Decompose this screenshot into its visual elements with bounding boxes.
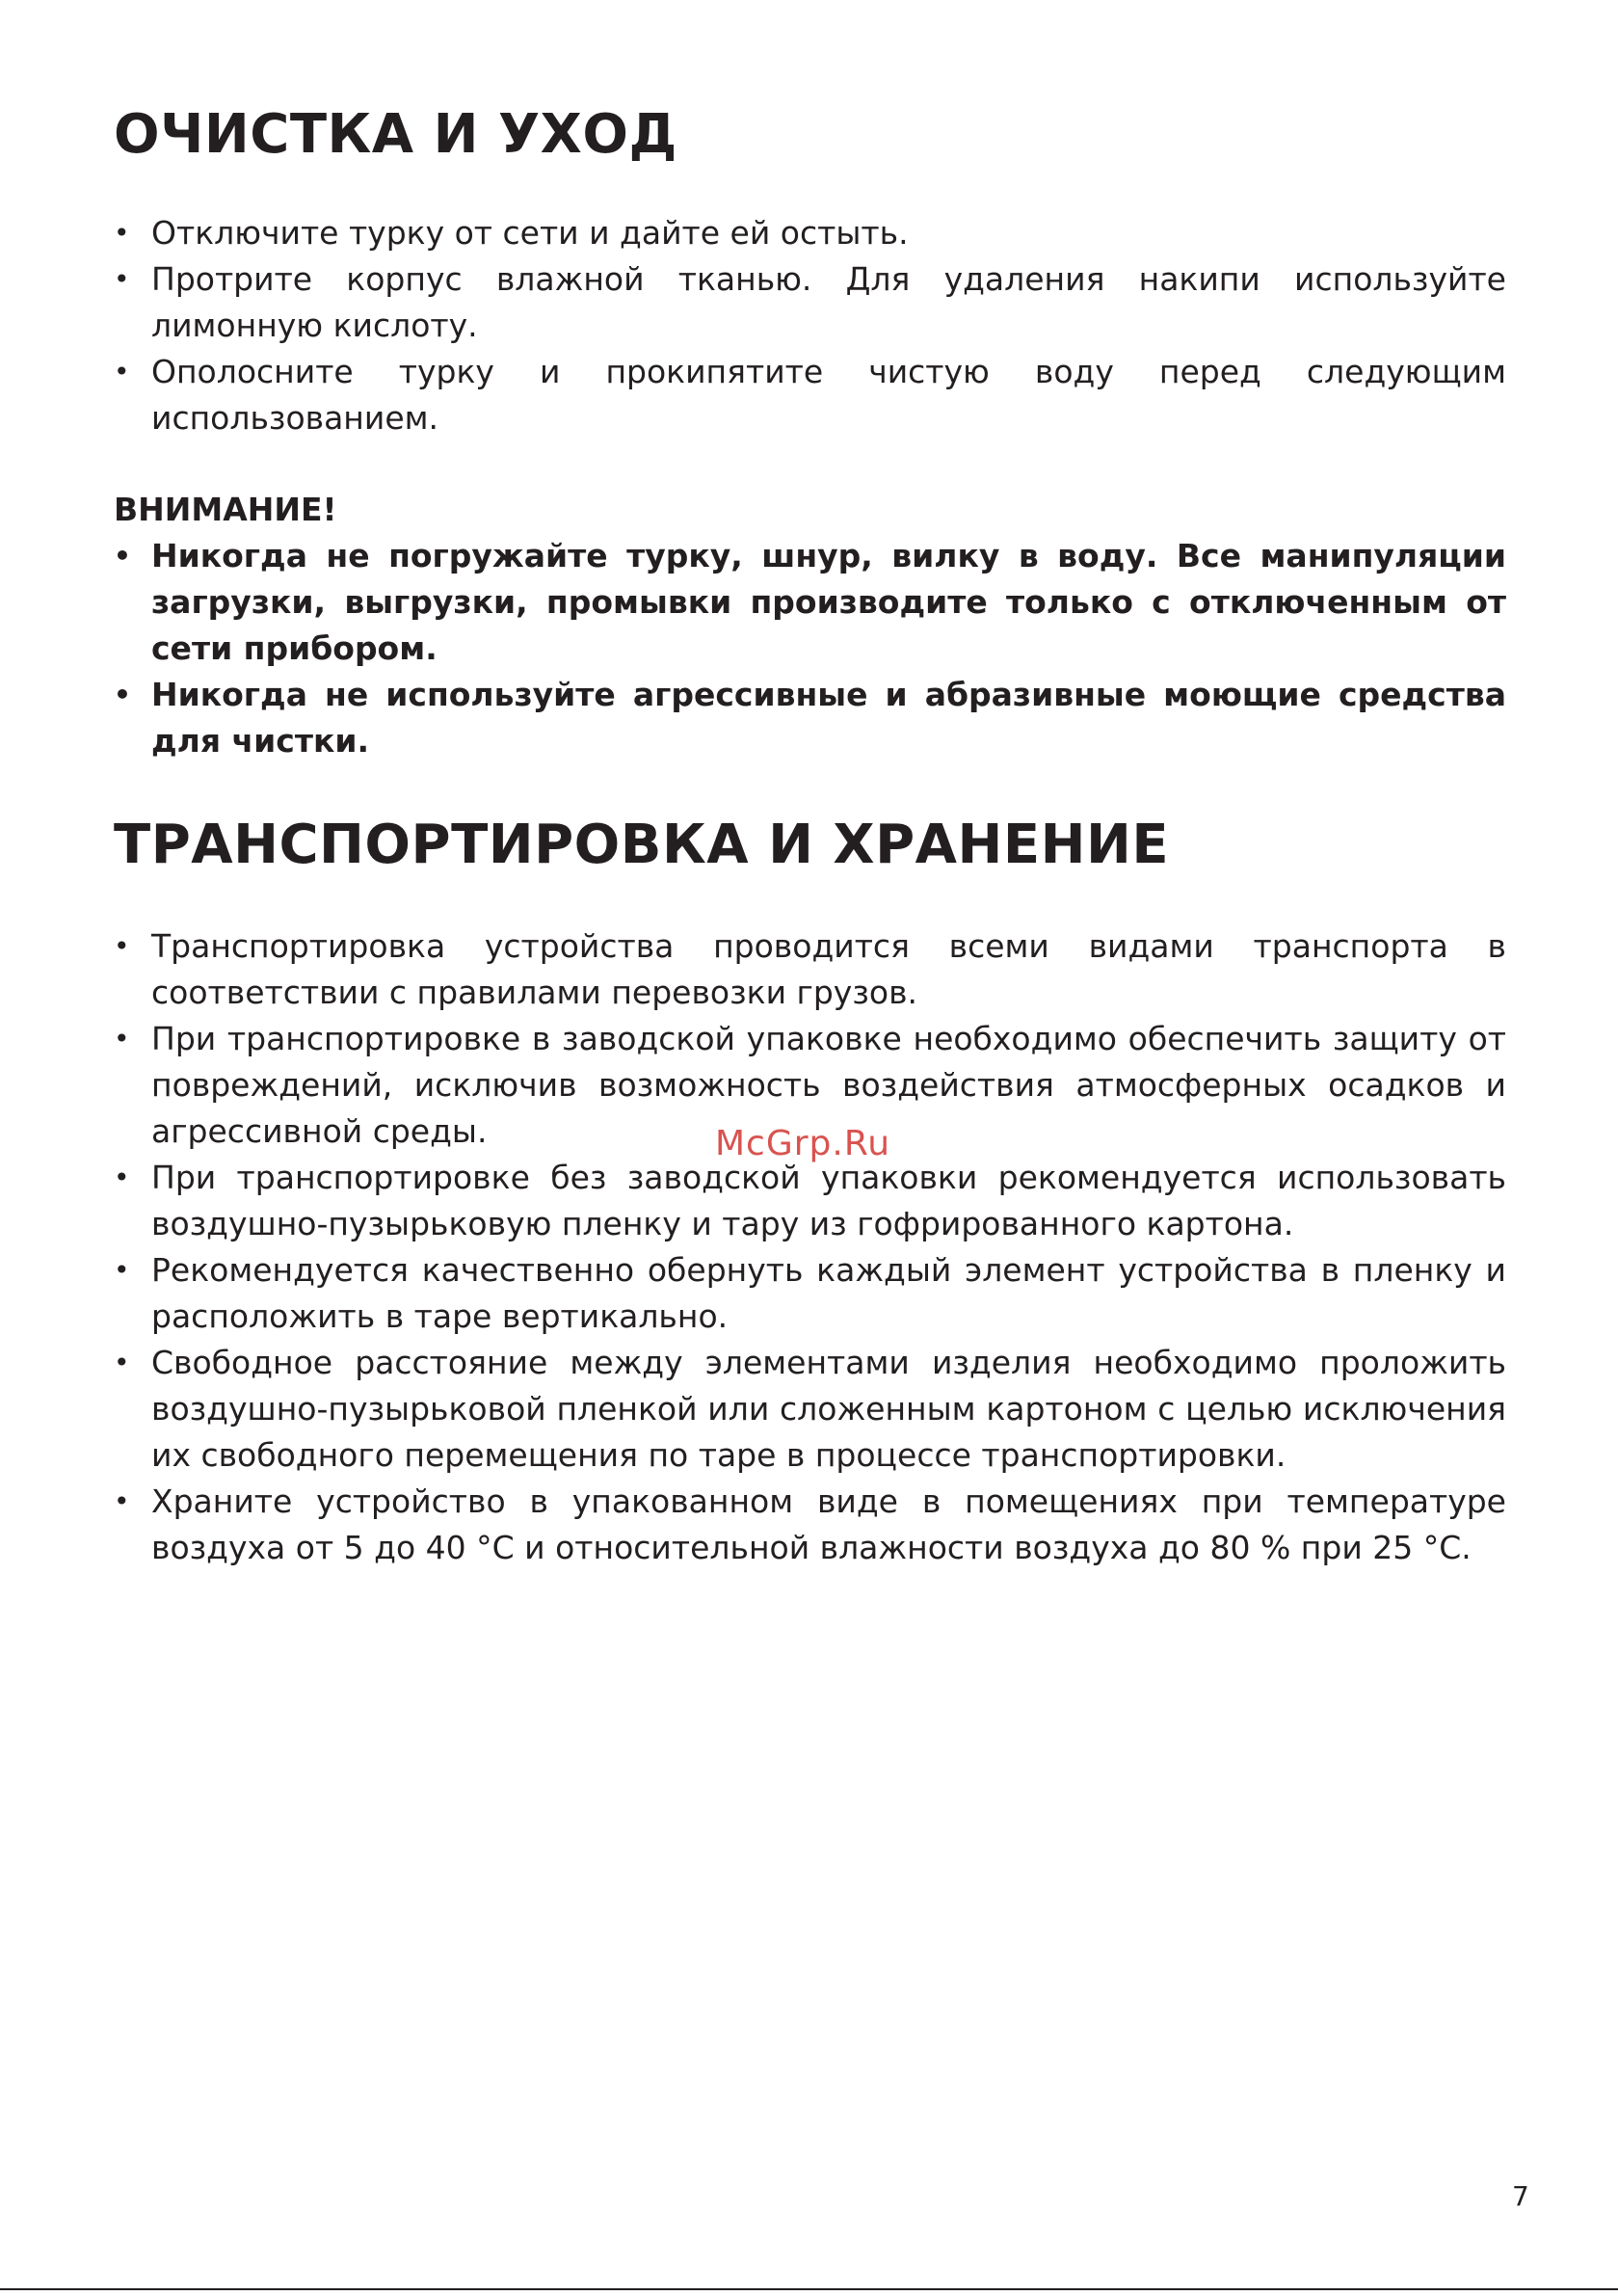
- transport-list: [114, 923, 1506, 1571]
- bullet-icon: •: [114, 356, 130, 387]
- bullet-icon: •: [114, 1161, 130, 1193]
- list-item: [114, 256, 1506, 349]
- bullet-icon: •: [114, 540, 131, 572]
- list-item: [114, 349, 1506, 441]
- list-item-text: Свободное расстояние между элементами изделия необходимо проложить воздушно-пузырьковой пленкой или сложенным картоном с целью исключения их свободного перемещения по таре в процессе транспортировки.: [151, 1344, 1506, 1474]
- bullet-icon: •: [114, 1254, 130, 1286]
- bullet-icon: •: [114, 679, 131, 710]
- list-item-text: Храните устройство в упакованном виде в помещениях при температуре воздуха от 5 до 40 °С и относительной влажности воздуха до 80 % при 25 °С.: [151, 1482, 1506, 1566]
- cleaning-list: [114, 210, 1506, 441]
- section-title-transport: ТРАНСПОРТИРОВКА И ХРАНЕНИЕ: [114, 814, 1170, 876]
- list-item: [114, 210, 1506, 256]
- list-item-text: Никогда не используйте агрессивные и абразивные моющие средства для чистки.: [151, 676, 1506, 760]
- bullet-icon: •: [114, 263, 130, 295]
- list-item-text: Ополосните турку и прокипятите чистую воду перед следующим использованием.: [151, 353, 1506, 437]
- warning-list: [114, 533, 1506, 764]
- list-item: [114, 1479, 1506, 1571]
- list-item-text: Протрите корпус влажной тканью. Для удаления накипи используйте лимонную кислоту.: [151, 260, 1506, 344]
- watermark-text: McGrp.Ru: [715, 1124, 891, 1163]
- warning-title: ВНИМАНИЕ!: [114, 491, 337, 528]
- list-item: [114, 1155, 1506, 1247]
- bullet-icon: •: [114, 217, 130, 249]
- bullet-icon: •: [114, 930, 130, 962]
- list-item: [114, 533, 1506, 672]
- section-title-cleaning: ОЧИСТКА И УХОД: [114, 103, 677, 166]
- list-item: [114, 1247, 1506, 1340]
- page-number: 7: [1512, 2180, 1529, 2212]
- list-item: [114, 1340, 1506, 1479]
- bullet-icon: •: [114, 1023, 130, 1055]
- list-item-text: При транспортировке без заводской упаковки рекомендуется использовать воздушно-пузырьковую пленку и тару из гофрированного картона.: [151, 1159, 1506, 1242]
- list-item-text: При транспортировке в заводской упаковке необходимо обеспечить защиту от повреждений, исключив возможность воздействия атмосферных осадков и агрессивной среды.: [151, 1020, 1506, 1150]
- list-item-text: Рекомендуется качественно обернуть каждый элемент устройства в пленку и расположить в таре вертикально.: [151, 1251, 1506, 1335]
- list-item: [114, 923, 1506, 1016]
- list-item-text: Отключите турку от сети и дайте ей остыть.: [151, 214, 909, 252]
- bottom-divider: [0, 2288, 1618, 2290]
- list-item-text: Транспортировка устройства проводится всеми видами транспорта в соответствии с правилами перевозки грузов.: [151, 927, 1506, 1011]
- list-item: [114, 672, 1506, 764]
- bullet-icon: •: [114, 1347, 130, 1378]
- bullet-icon: •: [114, 1485, 130, 1517]
- list-item-text: Никогда не погружайте турку, шнур, вилку в воду. Все манипуляции загрузки, выгрузки, промывки производите только с отключенным от сети прибором.: [151, 537, 1506, 667]
